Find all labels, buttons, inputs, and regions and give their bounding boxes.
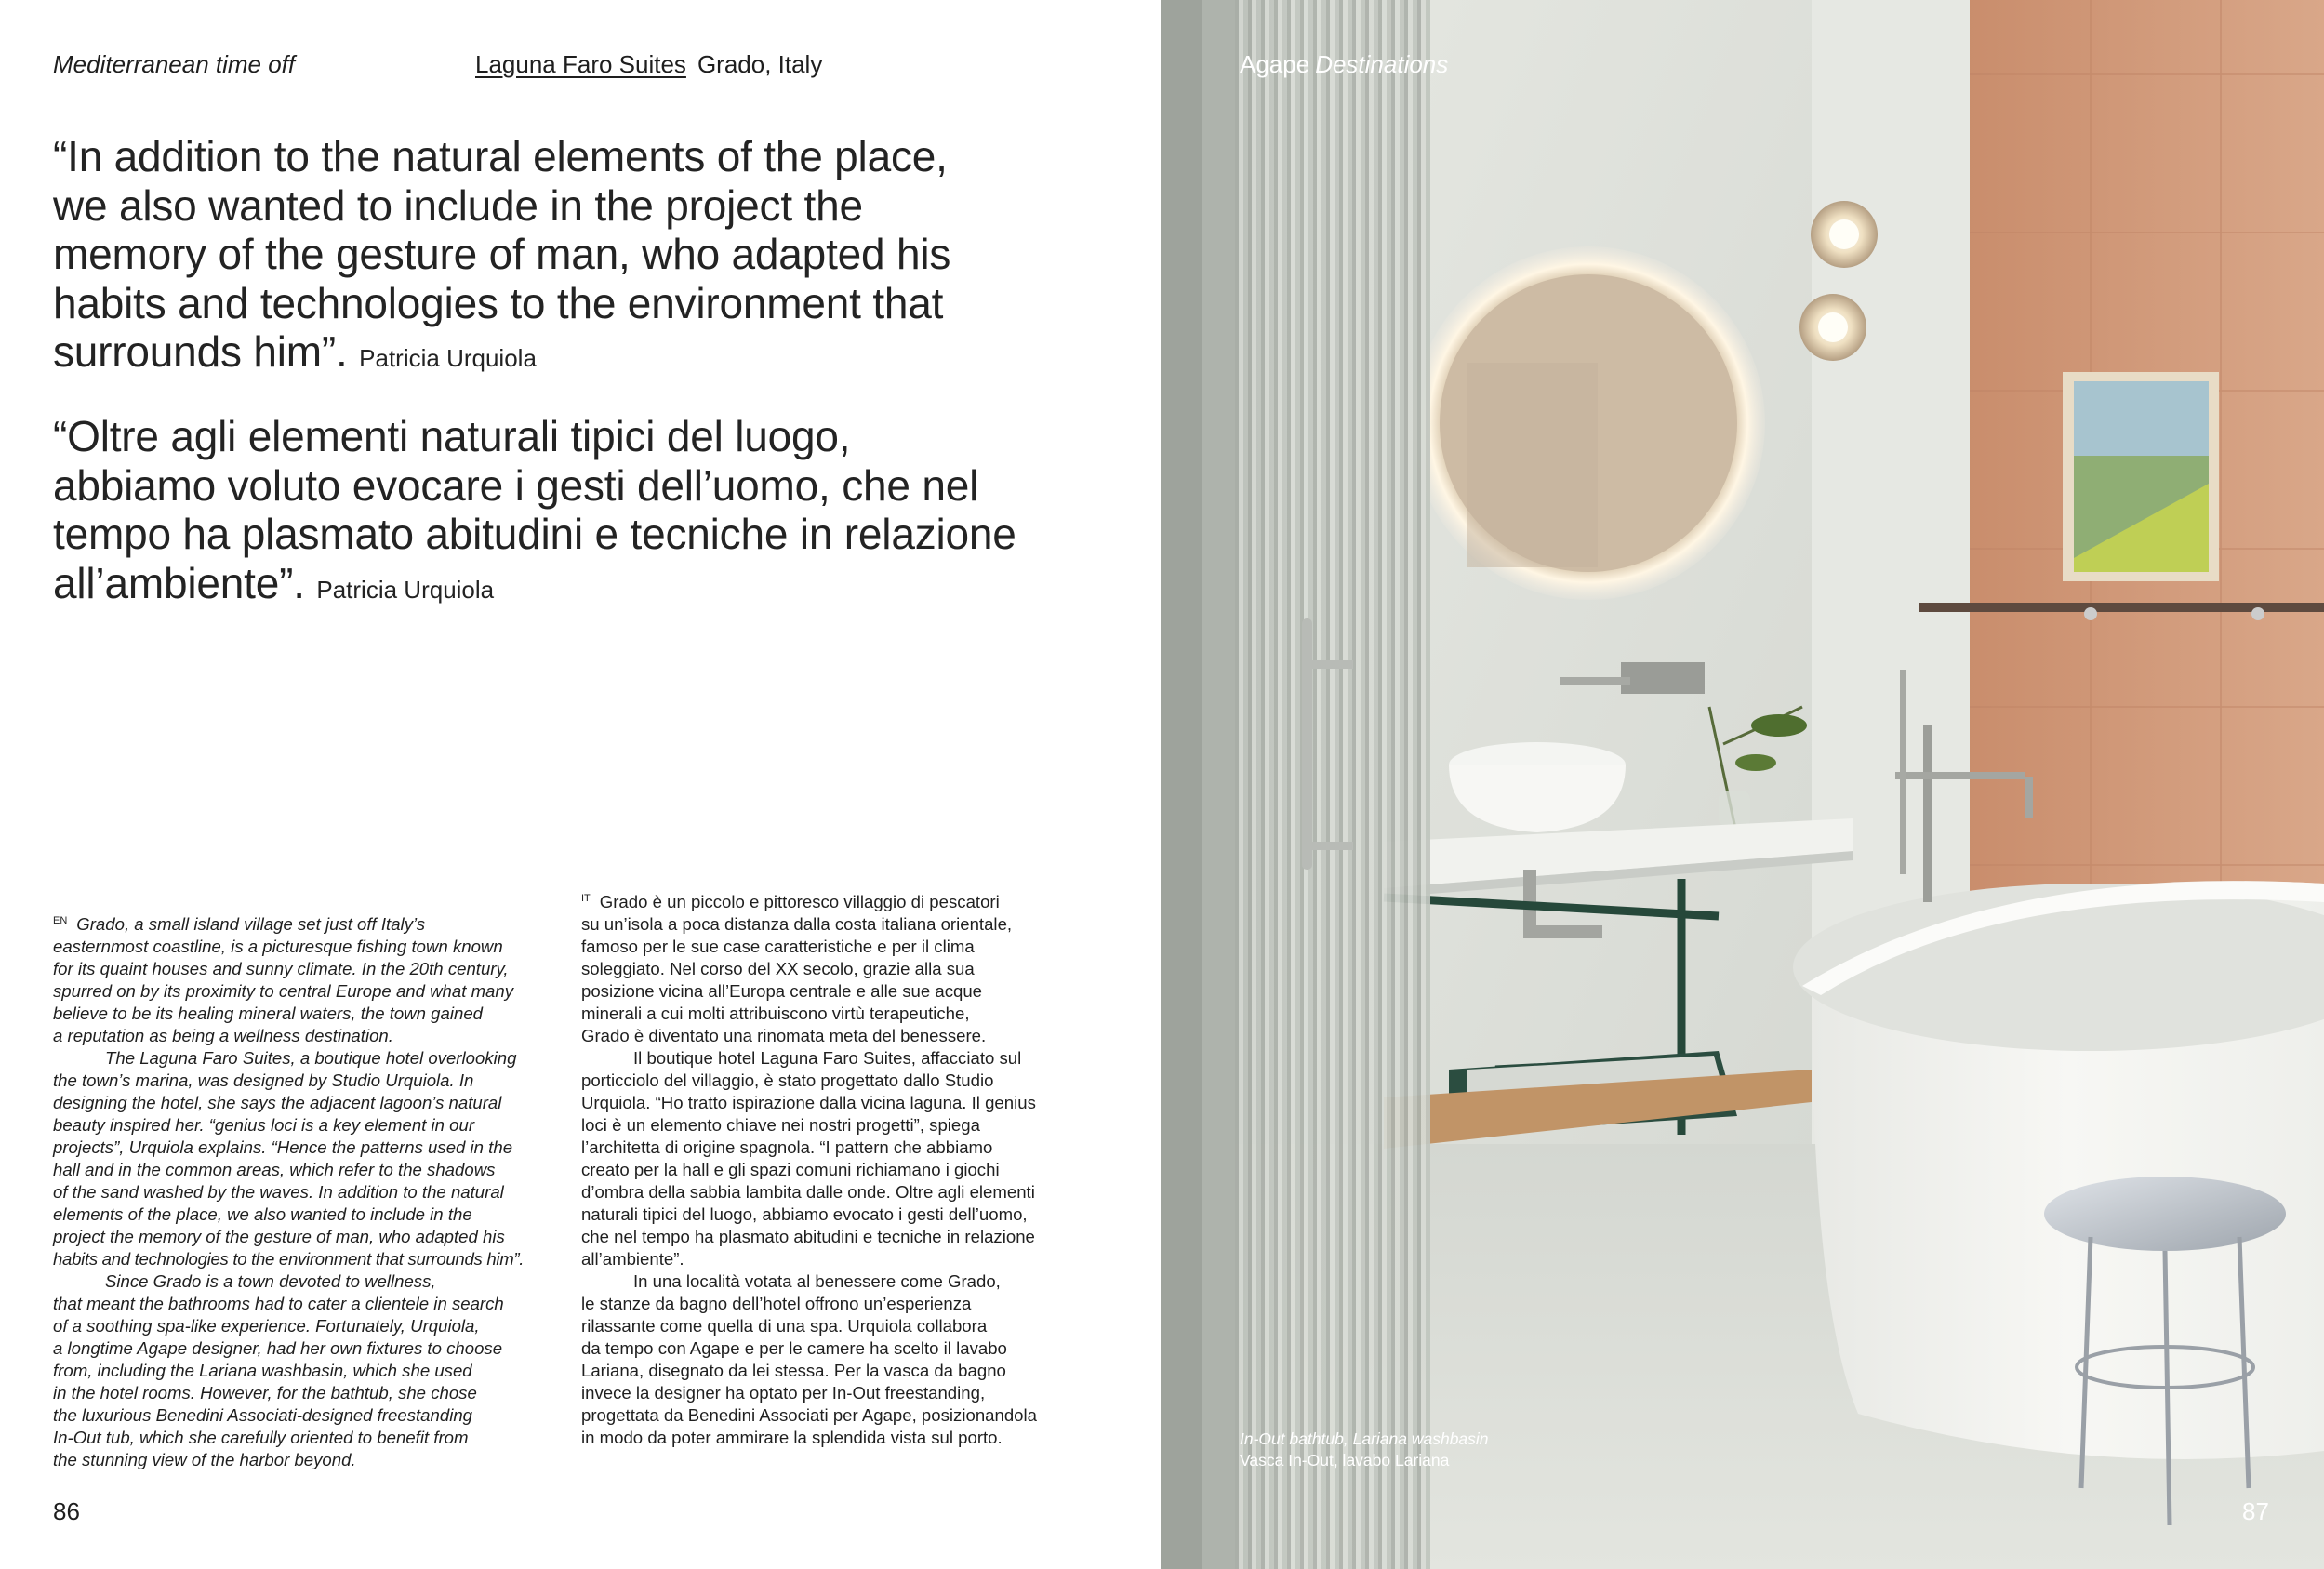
- text-line: all’ambiente”.: [581, 1249, 684, 1270]
- text-line: a longtime Agape designer, had her own fixtures to choose: [53, 1338, 503, 1359]
- text-line: of the sand washed by the waves. In addition to the natural: [53, 1182, 504, 1203]
- right-page: [1161, 0, 2324, 1569]
- text-line: invece la designer ha optato per In-Out freestanding,: [581, 1383, 986, 1403]
- language-tag: EN: [53, 915, 68, 926]
- text-line: in modo da poter ammirare la splendida vista sul porto.: [581, 1428, 1003, 1448]
- text-line: creato per la hall e gli spazi comuni richiamano i giochi: [581, 1160, 1000, 1180]
- paragraph: [53, 910, 574, 1047]
- quote-line-last: [53, 559, 1122, 615]
- caption-italian: Vasca In-Out, lavabo Lariana: [1240, 1451, 1450, 1469]
- quote-line: we also wanted to include in the project the: [53, 180, 863, 230]
- quote-line: surrounds him”.: [53, 327, 348, 376]
- text-line: d’ombra della sabbia lambita dalle onde. Oltre agli elementi: [581, 1182, 1035, 1203]
- text-line: Grado è diventato una rinomata meta del benessere.: [581, 1026, 987, 1046]
- text-line: Il boutique hotel Laguna Faro Suites, affacciato sul: [633, 1048, 1022, 1069]
- text-line: project the memory of the gesture of man, who adapted his: [53, 1227, 505, 1247]
- quote-line: all’ambiente”.: [53, 558, 305, 607]
- quote-line: “Oltre agli elementi naturali tipici del luogo,: [53, 412, 851, 460]
- photo-caption: [1240, 1429, 1489, 1471]
- text-line: loci è un elemento chiave nei nostri progetti”, spiega: [581, 1115, 980, 1136]
- text-line: In una località votata al benessere come Grado,: [633, 1271, 1001, 1292]
- paragraph: [581, 1047, 1102, 1270]
- paragraph: [581, 887, 1102, 1047]
- running-head: Mediterranean time off: [53, 50, 296, 78]
- text-line: for its quaint houses and sunny climate. In the 20th century,: [53, 959, 509, 979]
- text-line: porticciolo del villaggio, è stato progettato dallo Studio: [581, 1070, 994, 1091]
- text-line: The Laguna Faro Suites, a boutique hotel overlooking: [105, 1048, 517, 1069]
- section-name: Destinations: [1315, 50, 1449, 78]
- text-line: Grado è un piccolo e pittoresco villaggio di pescatori: [599, 892, 1000, 912]
- text-line: Grado, a small island village set just off Italy’s: [76, 914, 426, 935]
- quote-line: memory of the gesture of man, who adapted his: [53, 230, 951, 278]
- text-line: naturali tipici del luogo, abbiamo evocato i gesti dell’uomo,: [581, 1204, 1028, 1225]
- caption-english: In-Out bathtub, Lariana washbasin: [1240, 1429, 1489, 1448]
- bathroom-photo: [1161, 0, 2324, 1569]
- quote-attribution: Patricia Urquiola: [359, 344, 537, 372]
- quote-line-last: [53, 327, 1122, 383]
- text-line: the stunning view of the harbor beyond.: [53, 1450, 356, 1470]
- brand-name: Agape: [1240, 50, 1310, 78]
- hotel-location: Grado, Italy: [697, 50, 823, 78]
- text-line: spurred on by its proximity to central Europe and what many: [53, 981, 514, 1002]
- paragraph: [53, 1047, 574, 1270]
- text-line: in the hotel rooms. However, for the bathtub, she chose: [53, 1383, 477, 1403]
- text-line: easternmost coastline, is a picturesque fishing town known: [53, 937, 503, 957]
- text-line: believe to be its healing mineral waters, the town gained: [53, 1004, 484, 1024]
- text-line: that meant the bathrooms had to cater a clientele in search: [53, 1294, 504, 1314]
- text-line: beauty inspired her. “genius loci is a key element in our: [53, 1115, 475, 1136]
- text-line: a reputation as being a wellness destination.: [53, 1026, 393, 1046]
- text-line: hall and in the common areas, which refer to the shadows: [53, 1160, 496, 1180]
- text-line: minerali a cui molti attribuiscono virtù terapeutiche,: [581, 1004, 970, 1024]
- text-line: In-Out tub, which she carefully oriented to benefit from: [53, 1428, 469, 1448]
- text-line: famoso per le sue case caratteristiche e per il clima: [581, 937, 975, 957]
- quote-line: “In addition to the natural elements of the place,: [53, 132, 948, 180]
- page-number: 86: [53, 1497, 80, 1525]
- text-line: from, including the Lariana washbasin, which she used: [53, 1361, 472, 1381]
- left-page: [0, 0, 1161, 1569]
- pull-quote-italian: [53, 412, 1122, 614]
- quote-line: abbiamo voluto evocare i gesti dell’uomo, che nel: [53, 460, 979, 510]
- text-line: soleggiato. Nel corso del XX secolo, grazie alla sua: [581, 959, 975, 979]
- hotel-name-link[interactable]: Laguna Faro Suites: [475, 50, 686, 78]
- paragraph: [581, 1270, 1102, 1449]
- text-line: le stanze da bagno dell’hotel offrono un’esperienza: [581, 1294, 972, 1314]
- text-line: su un’isola a poca distanza dalla costa italiana orientale,: [581, 914, 1013, 935]
- text-line: progettata da Benedini Associati per Agape, posizionandola: [581, 1405, 1037, 1426]
- text-line: posizione vicina all’Europa centrale e alle sue acque: [581, 981, 983, 1002]
- text-line: da tempo con Agape e per le camere ha scelto il lavabo: [581, 1338, 1007, 1359]
- text-line: Urquiola. “Ho tratto ispirazione dalla vicina laguna. Il genius: [581, 1093, 1036, 1113]
- paragraph: [53, 1270, 574, 1471]
- quote-line: tempo ha plasmato abitudini e tecniche in relazione: [53, 510, 1016, 558]
- text-line: elements of the place, we also wanted to include in the: [53, 1204, 472, 1225]
- text-line: of a soothing spa-like experience. Fortunately, Urquiola,: [53, 1316, 480, 1336]
- hotel-header: [475, 50, 822, 79]
- pull-quote-english: [53, 132, 1122, 383]
- text-line: Lariana, disegnato da lei stessa. Per la vasca da bagno: [581, 1361, 1006, 1381]
- quote-attribution: Patricia Urquiola: [316, 575, 495, 604]
- text-line: l’architetta di origine spagnola. “I pattern che abbiamo: [581, 1137, 993, 1158]
- body-column-english: [53, 910, 574, 1471]
- text-line: rilassante come quella di una spa. Urquiola collabora: [581, 1316, 988, 1336]
- page-number: 87: [2242, 1497, 2269, 1525]
- text-line: habits and technologies to the environment that surrounds him”.: [53, 1249, 525, 1270]
- text-line: Since Grado is a town devoted to wellness,: [105, 1271, 436, 1292]
- right-header: [1240, 50, 1448, 79]
- language-tag: IT: [581, 893, 591, 904]
- text-line: designing the hotel, she says the adjacent lagoon’s natural: [53, 1093, 502, 1113]
- text-line: the luxurious Benedini Associati-designed freestanding: [53, 1405, 473, 1426]
- text-line: che nel tempo ha plasmato abitudini e tecniche in relazione: [581, 1227, 1035, 1247]
- quote-line: habits and technologies to the environment that: [53, 278, 944, 327]
- text-line: the town’s marina, was designed by Studio Urquiola. In: [53, 1070, 474, 1091]
- text-line: projects”, Urquiola explains. “Hence the patterns used in the: [53, 1137, 513, 1158]
- body-column-italian: [581, 887, 1102, 1449]
